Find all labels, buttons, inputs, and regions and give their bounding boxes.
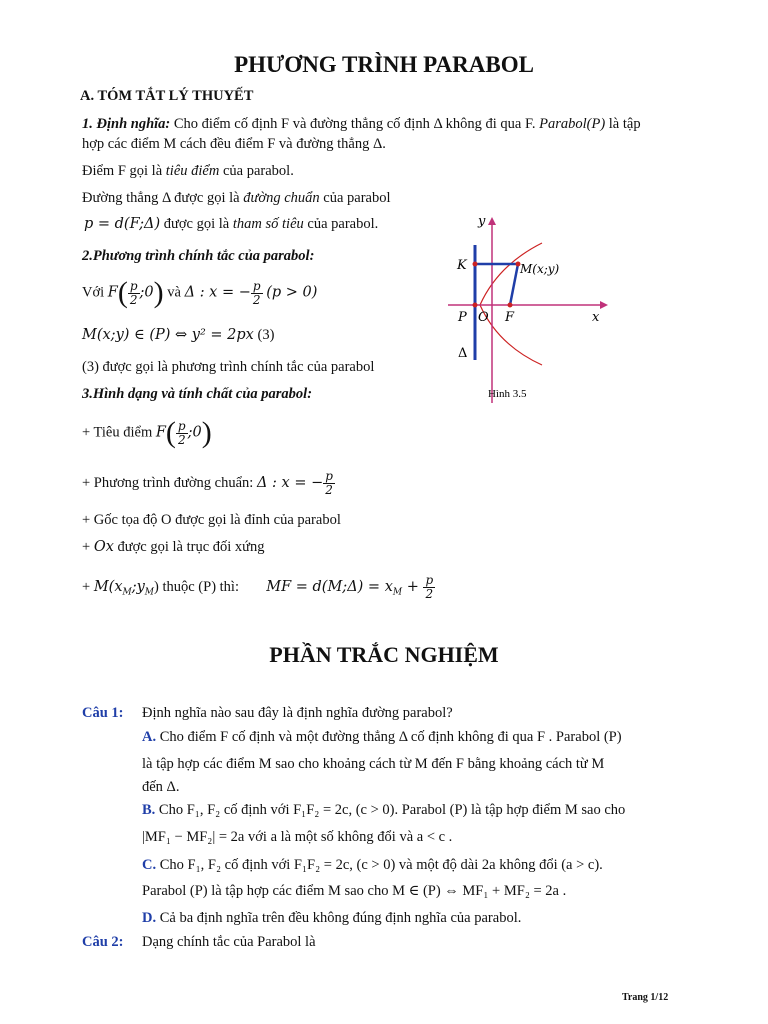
definition-text-end: là tập [605, 116, 641, 132]
question-1-label: Câu 1: [82, 705, 124, 721]
focus-term: tiêu điểm [165, 163, 220, 179]
option-1a-label: A. [142, 729, 157, 745]
parameter-term: tham số tiêu [232, 216, 304, 232]
option-1d-text: Cả ba định nghĩa trên đều không đúng định nghĩa của parabol. [156, 910, 522, 926]
option-1b-line-2: |MF₁ − MF₂| = 2a với a là một số không đổi và a < c . [142, 829, 453, 845]
distance-item-prefix: + [82, 578, 91, 595]
point-p [473, 303, 478, 308]
figure-caption: Hình 3.5 [488, 388, 527, 400]
delta-label: Δ [458, 346, 468, 361]
mf-segment [510, 264, 518, 305]
question-2-label: Câu 2: [82, 934, 124, 950]
definition-text: Cho điểm cố định F và đường thẳng cố định Δ không đi qua F. [170, 116, 540, 132]
option-1b-line-1[interactable] [142, 802, 625, 819]
focus-symbol: F [107, 284, 118, 301]
canonical-equation: M(x;y) ∈ (P) ⇔ y² = 2px [82, 327, 254, 343]
directrix-text: Đường thẳng Δ được gọi là [82, 190, 244, 206]
axis-item-prefix: + [82, 539, 94, 555]
option-1a-line-2: là tập hợp các điểm M sao cho khoảng cách từ M đến F bằng khoảng cách từ M [142, 756, 605, 772]
focus-text-end: của parabol. [219, 163, 294, 179]
parabol-term: Parabol(P) [539, 116, 606, 132]
definition-line-2: hợp các điểm M cách đều điểm F và đường thẳng Δ. [82, 136, 386, 152]
given-word: Với [82, 284, 105, 301]
distance-formula: MF = d(M;Δ) = x [266, 578, 393, 595]
directrix-line [82, 190, 391, 207]
page-title: PHƯƠNG TRÌNH PARABOL [234, 52, 534, 77]
option-1a-line-1[interactable] [142, 729, 622, 746]
directrix-equation: Δ : x = − [184, 284, 251, 301]
definition-line-1 [82, 116, 641, 133]
point-m-x: M(x [93, 578, 123, 595]
m-label: M(x;y) [520, 262, 560, 276]
page-number: Trang 1/12 [622, 992, 669, 1003]
parameter-text: được gọi là [160, 216, 233, 232]
question-2-text: Dạng chính tắc của Parabol là [142, 934, 316, 950]
x-label: x [592, 310, 600, 325]
directrix-item [82, 470, 335, 497]
parameter-line [84, 216, 378, 233]
point-k [473, 262, 478, 267]
shape-heading: 3.Hình dạng và tính chất của parabol: [82, 386, 313, 402]
x-axis-arrow [600, 301, 608, 309]
vertex-item: + Gốc tọa độ O được gọi là đỉnh của parabol [82, 512, 341, 528]
option-1c-label: C. [142, 857, 157, 873]
canonical-given-line: Với F( $\frac{p}{2}$ ;0) và Δ : x = − $\frac{p}{2}$ (p > 0) [82, 276, 318, 309]
axis-item [82, 539, 265, 556]
focus-item: + Tiêu điểm F( $\frac{p}{2}$ ;0) [82, 416, 212, 449]
point-f [508, 303, 513, 308]
p-over-2-fraction: $\frac{p}{2}$ [325, 469, 333, 497]
option-1d-label: D. [142, 910, 157, 926]
p-over-2-fraction: $\frac{p}{2}$ [177, 418, 186, 447]
parameter-formula: p = d(F;Δ) [84, 216, 161, 232]
focus-symbol: F [155, 424, 166, 441]
equation-number: (3) [257, 327, 275, 343]
focus-text: Điểm F gọi là [82, 163, 166, 179]
parabola-figure [440, 205, 620, 405]
definition-label: 1. Định nghĩa: [82, 116, 171, 132]
section-heading-a: A. TÓM TẮT LÝ THUYẾT [80, 88, 254, 104]
focus-item-label: + Tiêu điểm [82, 424, 153, 441]
question-1-text: Định nghĩa nào sau đây là định nghĩa đường parabol? [142, 705, 453, 721]
p-label: P [458, 310, 467, 325]
k-label: K [457, 258, 467, 273]
option-1a-text: Cho điểm F cố định và một đường thẳng Δ cố định không đi qua F . Parabol (P) [156, 729, 622, 745]
p-over-2-fraction: $\frac{p}{2}$ [129, 278, 138, 307]
y-label: y [478, 214, 486, 229]
directrix-item-label: + Phương trình đường chuẩn: [82, 474, 254, 491]
axis-item-text: được gọi là trục đối xứng [113, 539, 265, 555]
distance-item: + $M(x_M;y_M)$ thuộc (P) thì: MF = d(M;Δ) = $x_M$ + $\frac{p}{2}$ [82, 573, 434, 601]
option-1b-label: B. [142, 802, 156, 818]
and-word: và [167, 284, 181, 301]
canonical-heading: 2.Phương trình chính tắc của parabol: [82, 248, 315, 264]
option-1d-line-1[interactable] [142, 910, 521, 927]
focus-line [82, 163, 294, 180]
distance-item-text: ) thuộc (P) thì: [154, 578, 239, 595]
option-1a-line-3: đến Δ. [142, 779, 180, 795]
f-label: F [505, 310, 515, 325]
canonical-note: (3) được gọi là phương trình chính tắc của parabol [82, 359, 375, 375]
directrix-term: đường chuẩn [243, 190, 320, 206]
axis-symbol: Ox [93, 539, 114, 555]
y-axis-arrow [488, 217, 496, 225]
p-positive: (p > 0) [266, 284, 318, 301]
parameter-text-end: của parabol. [303, 216, 379, 232]
option-1c-line-1[interactable] [142, 857, 603, 874]
directrix-text-end: của parabol [319, 190, 391, 206]
option-1b-text: Cho F₁, F₂ cố định với F₁F₂ = 2c, (c > 0). Parabol (P) là tập hợp điểm M sao cho [155, 802, 626, 818]
directrix-equation: Δ : x = − [256, 474, 324, 491]
o-label: O [478, 310, 489, 325]
option-1c-line-2: Parabol (P) là tập hợp các điểm M sao cho M ∈ (P) ⇔ MF₁ + MF₂ = 2a . [142, 883, 567, 899]
p-over-2-fraction: $\frac{p}{2}$ [252, 278, 261, 307]
quiz-title: PHẦN TRẮC NGHIỆM [269, 642, 499, 667]
canonical-equation-line [82, 327, 274, 344]
p-over-2-fraction: $\frac{p}{2}$ [425, 573, 434, 601]
option-1c-text: Cho F₁, F₂ cố định với F₁F₂ = 2c, (c > 0) và một độ dài 2a không đổi (a > c). [156, 857, 603, 873]
